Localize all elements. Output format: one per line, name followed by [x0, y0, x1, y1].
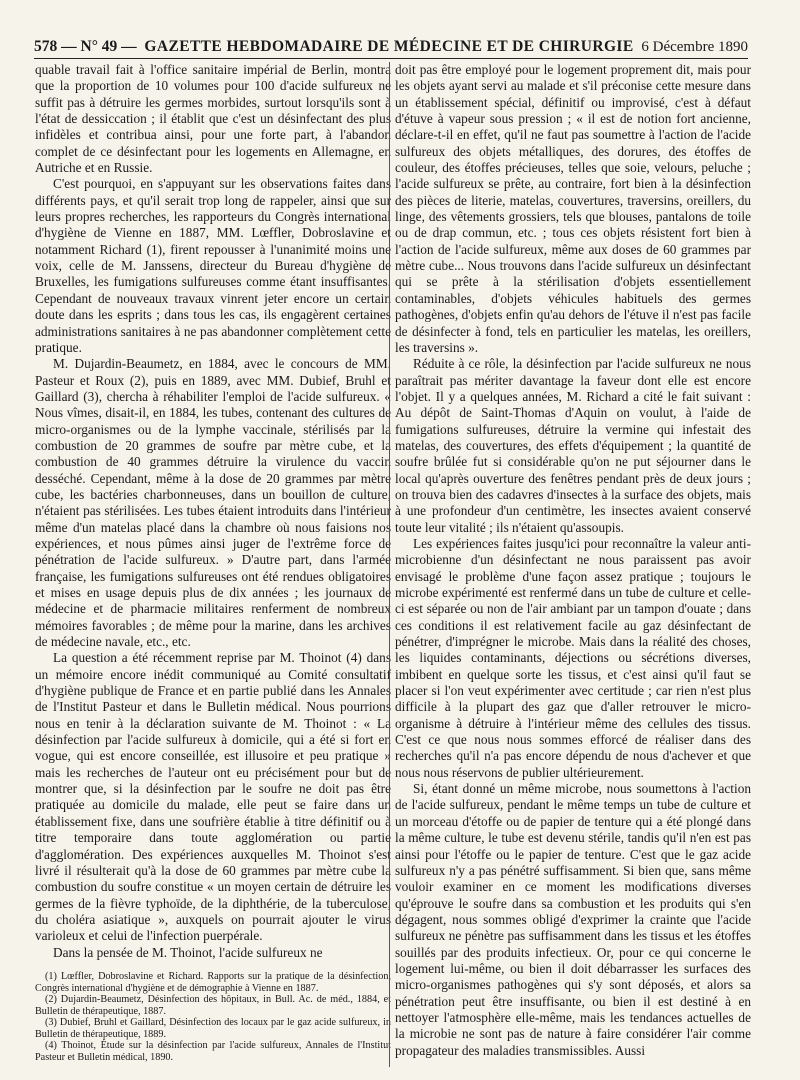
footnote: (4) Thoinot, Étude sur la désinfection par l'acide sulfureux, Annales de l'Institut Pasteur et Bulletin médical, 1890. [35, 1040, 391, 1064]
paragraph: M. Dujardin-Beaumetz, en 1884, avec le concours de MM. Pasteur et Roux (2), puis en 1889, avec MM. Dubief, Bruhl et Gaillard (3), chercha à réhabiliter l'emploi de l'acide sulfureux. « Nous vîmes, disait-il, en 1884, les tubes, contenant des cultures de micro-organismes ou de la lymphe vaccinale, stérilisés par la combustion de 20 grammes de soufre par mètre cube, et la combustion de 40 grammes détruire la virulence du vaccin desséché. Cependant, même à la dose de 20 grammes par mètre cube, les bactéries charbonneuses, dans un bouillon de culture, n'étaient pas stérilisées. Les tubes étaient introduits dans l'intérieur même d'un matelas placé dans la chambre où nous faisions nos expériences, et nous pûmes ainsi juger de l'extrême force de pénétration de l'acide sulfureux. » D'autre part, dans l'armée française, les fumigations sulfureuses ont été rendues obligatoires et mises en usage depuis plus de dix années ; les journaux de médecine et de pharmacie militaires renferment de nombreux mémoires favorables ; de même pour la marine, dans les archives de médecine navale, etc., etc. [35, 356, 391, 650]
footnote: (2) Dujardin-Beaumetz, Désinfection des hôpitaux, in Bull. Ac. de méd., 1884, et Bulletin de thérapeutique, 1887. [35, 994, 391, 1017]
paragraph: Si, étant donné un même microbe, nous soumettons à l'action de l'acide sulfureux, pendant le même temps un tube de culture et un morceau d'étoffe ou de papier de tenture qui a été plongé dans la même culture, le tube est devenu stérile, tandis qu'il n'en est pas ainsi pour l'étoffe ou le papier de tenture. C'est que le gaz acide sulfureux n'y a pas pénétré suffisamment. Si bien que, sans même vouloir examiner en ce moment les modifications diverses qu'éprouve le soufre dans sa combustion et les produits qui s'en dégagent, nous sommes obligé d'exprimer la crainte que l'acide sulfureux ne pénètre pas suffisamment dans les tissus et les étoffes souillés par des produits infectieux. Or, pour ce qui concerne le logement lui-même, ou bien il doit débarrasser les surfaces des micro-organismes pathogènes qui s'y sont déposés, et alors sa pénétration peut être insuffisante, ou bien il est destiné à en nettoyer l'atmosphère elle-même, mais les tendances actuelles de la microbie ne sont pas de nature à faire considérer l'air comme propagateur des maladies transmissibles. Aussi [395, 781, 751, 1058]
paragraph: quable travail fait à l'office sanitaire impérial de Berlin, montra que la proportion de 10 volumes pour 100 d'acide sulfureux ne suffit pas à détruire les germes morbides, surtout lorsqu'ils sont à l'état de dessiccation ; il établit que c'est un désinfectant des plus infidèles et contribua ainsi, pour une forte part, à l'abandon complet de ce désinfectant pour les logements en Allemagne, en Autriche et en Russie. [35, 62, 391, 176]
column-divider [389, 62, 390, 1067]
issue-date: 6 Décembre 1890 [641, 39, 748, 55]
paragraph: La question a été récemment reprise par M. Thoinot (4) dans un mémoire encore inédit communiqué au Comité consultatif d'hygiène publique de France et en partie publié dans les Annales de l'Institut Pasteur et dans le Bulletin médical. Nous pourrions nous en tenir à la déclaration suivante de M. Thoinot : « La désinfection par l'acide sulfureux à domicile, qui a été si fort en vogue, qui est encore conseillée, est illusoire et peu pratique » mais les recherches de l'auteur ont eu précisément pour but de montrer que, si la désinfection par le soufre ne doit pas être pratiquée au domicile du malade, elle peut se faire dans un établissement fixe, dans une soufrière établie à titre définitif ou à titre temporaire dans toute agglomération ou partie d'agglomération. Des expériences auxquelles M. Thoinot s'est livré il résulterait qu'à la dose de 60 grammes par mètre cube la combustion du soufre constitue « un moyen certain de détruire les germes de la fièvre typhoïde, de la diphthérie, de la tuberculose, du choléra asiatique », auxquels on pourrait ajouter le virus varioleux et celui de l'infection puerpérale. [35, 650, 391, 944]
paragraph: Dans la pensée de M. Thoinot, l'acide sulfureux ne [53, 944, 323, 960]
paragraph: Les expériences faites jusqu'ici pour reconnaître la valeur anti-microbienne d'un désinfectant ne nous paraissent pas avoir envisagé le problème d'une façon assez pratique ; toujours le microbe expérimenté est renfermé dans un tube de culture et celle-ci est séparée ou non de l'air ambiant par un tampon d'ouate ; dans ces conditions il est relativement facile au gaz désinfectant de pénétrer, d'imprégner le microbe. Mais dans la réalité des choses, les liquides contaminants, déjections ou sécrétions diverses, imbibent en quelque sorte les tissus, et c'est ainsi qu'il faut se placer si l'on veut expérimenter avec certitude ; car rien n'est plus difficile à la plupart des gaz que d'aller retrouver le micro-organisme à détruire à l'intérieur même des cellules des tissus. C'est ce que nous nous sommes efforcé de réaliser dans des recherches qu'il n'a pas encore dépendu de nous d'achever et que nous nous réservons de publier ultérieurement. [395, 535, 751, 780]
footnote: (3) Dubief, Bruhl et Gaillard, Désinfection des locaux par le gaz acide sulfureux, in Bulletin de thérapeutique, 1889. [35, 1017, 391, 1040]
journal-title: GAZETTE HEBDOMADAIRE DE MÉDECINE ET DE CHIRURGIE [144, 38, 634, 55]
left-column [35, 62, 391, 1064]
page-header [34, 30, 748, 59]
footnote: (1) Lœffler, Dobroslavine et Richard. Rapports sur la pratique de la désinfection, Congrès international d'hygiène et de démographie à Vienne en 1887. [35, 970, 391, 994]
footnotes [35, 971, 391, 1064]
paragraph: doit pas être employé pour le logement proprement dit, mais pour les objets ayant servi au malade et s'il préconise cette mesure dans un établissement spécial, définitif ou improvisé, c'est à défaut d'étuve à vapeur sous pression ; « il est de notion fort ancienne, déclare-t-il en effet, qu'il ne faut pas soumettre à l'action de l'acide sulfureux des objets métalliques, des dorures, des étoffes de couleur, des étoffes précieuses, telles que soie, velours, peluche ; l'acide sulfureux se prête, au contraire, fort bien à la désinfection des pièces de literie, matelas, couvertures, traversins, oreillers, du linge, des vêtements grossiers, tels que blouses, pantalons de toile ou de drap commun, etc. ; tous ces objets résistent fort bien à l'action de l'acide sulfureux, même aux doses de 60 grammes par mètre cube... Nous trouvons dans l'acide sulfureux un désinfectant qui se prête à la stérilisation d'objets essentiellement contaminables, d'objets véhicules habituels des germes pathogènes, d'objets enfin qu'au dehors de l'étuve il n'est pas facile de désinfecter à fond, tels en particulier les matelas, les oreillers, les traversins ». [395, 62, 751, 355]
right-column [395, 62, 751, 1059]
paragraph: Réduite à ce rôle, la désinfection par l'acide sulfureux ne nous paraîtrait pas mériter davantage la faveur dont elle est encore l'objet. Il y a quelques années, M. Richard a cité le fait suivant : Au dépôt de Saint-Thomas d'Aquin on voulut, à l'aide de fumigations sulfureuses, détruire la vermine qui infestait des matelas, des couvertures, des effets d'équipement ; la quantité de soufre brûlée fut si considérable qu'on ne put séjourner dans le local qu'après ouverture des fenêtres pendant près de deux jours ; on trouva bien des cadavres d'insectes à la surface des objets, mais à une profondeur d'un centimètre, les insectes avaient conservé toute leur vitalité ; ils n'étaient qu'assoupis. [395, 356, 751, 535]
paragraph: C'est pourquoi, en s'appuyant sur les observations faites dans différents pays, et qu'il serait trop long de rappeler, ainsi que sur leurs propres recherches, les rapporteurs du Congrès international d'hygiène de Vienne en 1887, MM. Lœffler, Dobroslavine et notamment Richard (1), firent repousser à l'unanimité moins une voix, celle de M. Janssens, directeur du Bureau d'hygiène de Bruxelles, les fumigations sulfureuses comme étant insuffisantes. Cependant de nouveaux travaux vinrent jeter encore un certain doute dans les esprits ; dans tous les cas, ils engagèrent certaines administrations sanitaires à ne pas abandonner complètement cette pratique. [35, 176, 391, 355]
page-number: 578 — N° 49 — [34, 38, 137, 55]
